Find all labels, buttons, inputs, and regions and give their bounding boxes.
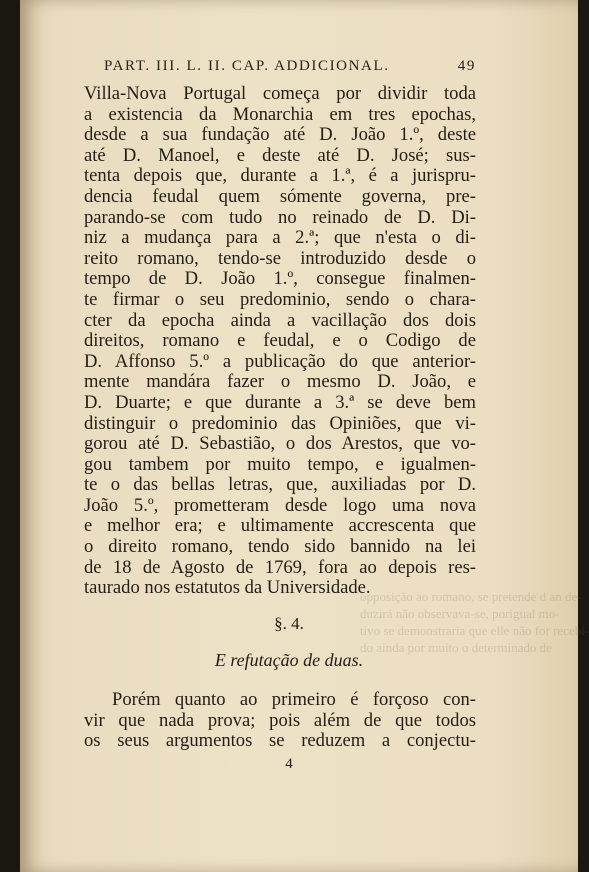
running-header <box>104 58 484 80</box>
paragraph-1 <box>84 84 476 599</box>
text-line: D. Affonso 5.º a publicação do que anterior- <box>84 350 476 372</box>
text-line: te firmar o seu predominio, sendo o chara- <box>84 288 476 310</box>
text-line: mente mandára fazer o mesmo D. João, e <box>84 371 476 393</box>
page-number: 49 <box>457 58 476 74</box>
text-line: gorou até D. Sebastião, o dos Arestos, que vo- <box>84 433 476 455</box>
text-line: os seus argumentos se reduzem a conjectu- <box>84 730 476 752</box>
section-title: E refutação de duas. <box>214 650 364 670</box>
text-line: dencia feudal quem sómente governa, pre- <box>84 185 476 207</box>
text-line: D. Duarte; e que durante a 3.ª se deve bem <box>84 391 476 413</box>
text-line: reito romano, tendo-se introduzido desde o <box>84 247 476 269</box>
text-line: e melhor era; e ultimamente accrescenta que <box>84 515 476 537</box>
text-line: taurado nos estatutos da Universidade. <box>84 577 371 599</box>
text-line: direitos, romano e feudal, e o Codigo de <box>84 330 476 352</box>
paragraph-2 <box>84 690 476 752</box>
text-line: gou tambem por muito tempo, e igualmen- <box>84 453 476 475</box>
text-line: Porém quanto ao primeiro é forçoso con- <box>112 689 476 710</box>
section-number: §. 4. <box>274 614 304 633</box>
text-line: o direito romano, tendo sido bannido na lei <box>84 536 476 558</box>
signature-mark: 4 <box>285 756 293 772</box>
text-line: a existencia da Monarchia em tres epochas, <box>84 103 476 125</box>
bleed-through-text: opposição ao romano, se pretende d an de- duzirá não observava-se, porigual mo- tivo se demonstraria que elle não for recebi- do ainda por muito o determinado de <box>360 589 589 655</box>
text-line: cter da epocha ainda a vacillação dos dois <box>84 309 476 331</box>
text-line: Villa-Nova Portugal começa por dividir toda <box>84 83 476 104</box>
text-line: tenta depois que, durante a 1.ª, é a jurispru- <box>84 165 476 187</box>
text-line: até D. Manoel, e deste até D. José; sus- <box>84 144 476 166</box>
text-line: distinguir o predominio das Opiniões, que vi- <box>84 412 476 434</box>
text-line: parando-se com tudo no reinado de D. Di- <box>84 206 476 228</box>
text-line: tempo de D. João 1.º, consegue finalmen- <box>84 268 476 290</box>
text-line: vir que nada prova; pois além de que todos <box>84 709 476 731</box>
text-line: desde a sua fundação até D. João 1.º, deste <box>84 124 476 146</box>
running-title: PART. III. L. II. CAP. ADDICIONAL. <box>104 58 390 74</box>
text-line: te o das bellas letras, que, auxiliadas por D. <box>84 474 476 496</box>
text-line: de 18 de Agosto de 1769, fora ao depois res- <box>84 556 476 578</box>
text-line: niz a mudança para a 2.ª; que n'esta o di- <box>84 227 476 249</box>
text-line: João 5.º, prometteram desde logo uma nova <box>84 494 476 516</box>
